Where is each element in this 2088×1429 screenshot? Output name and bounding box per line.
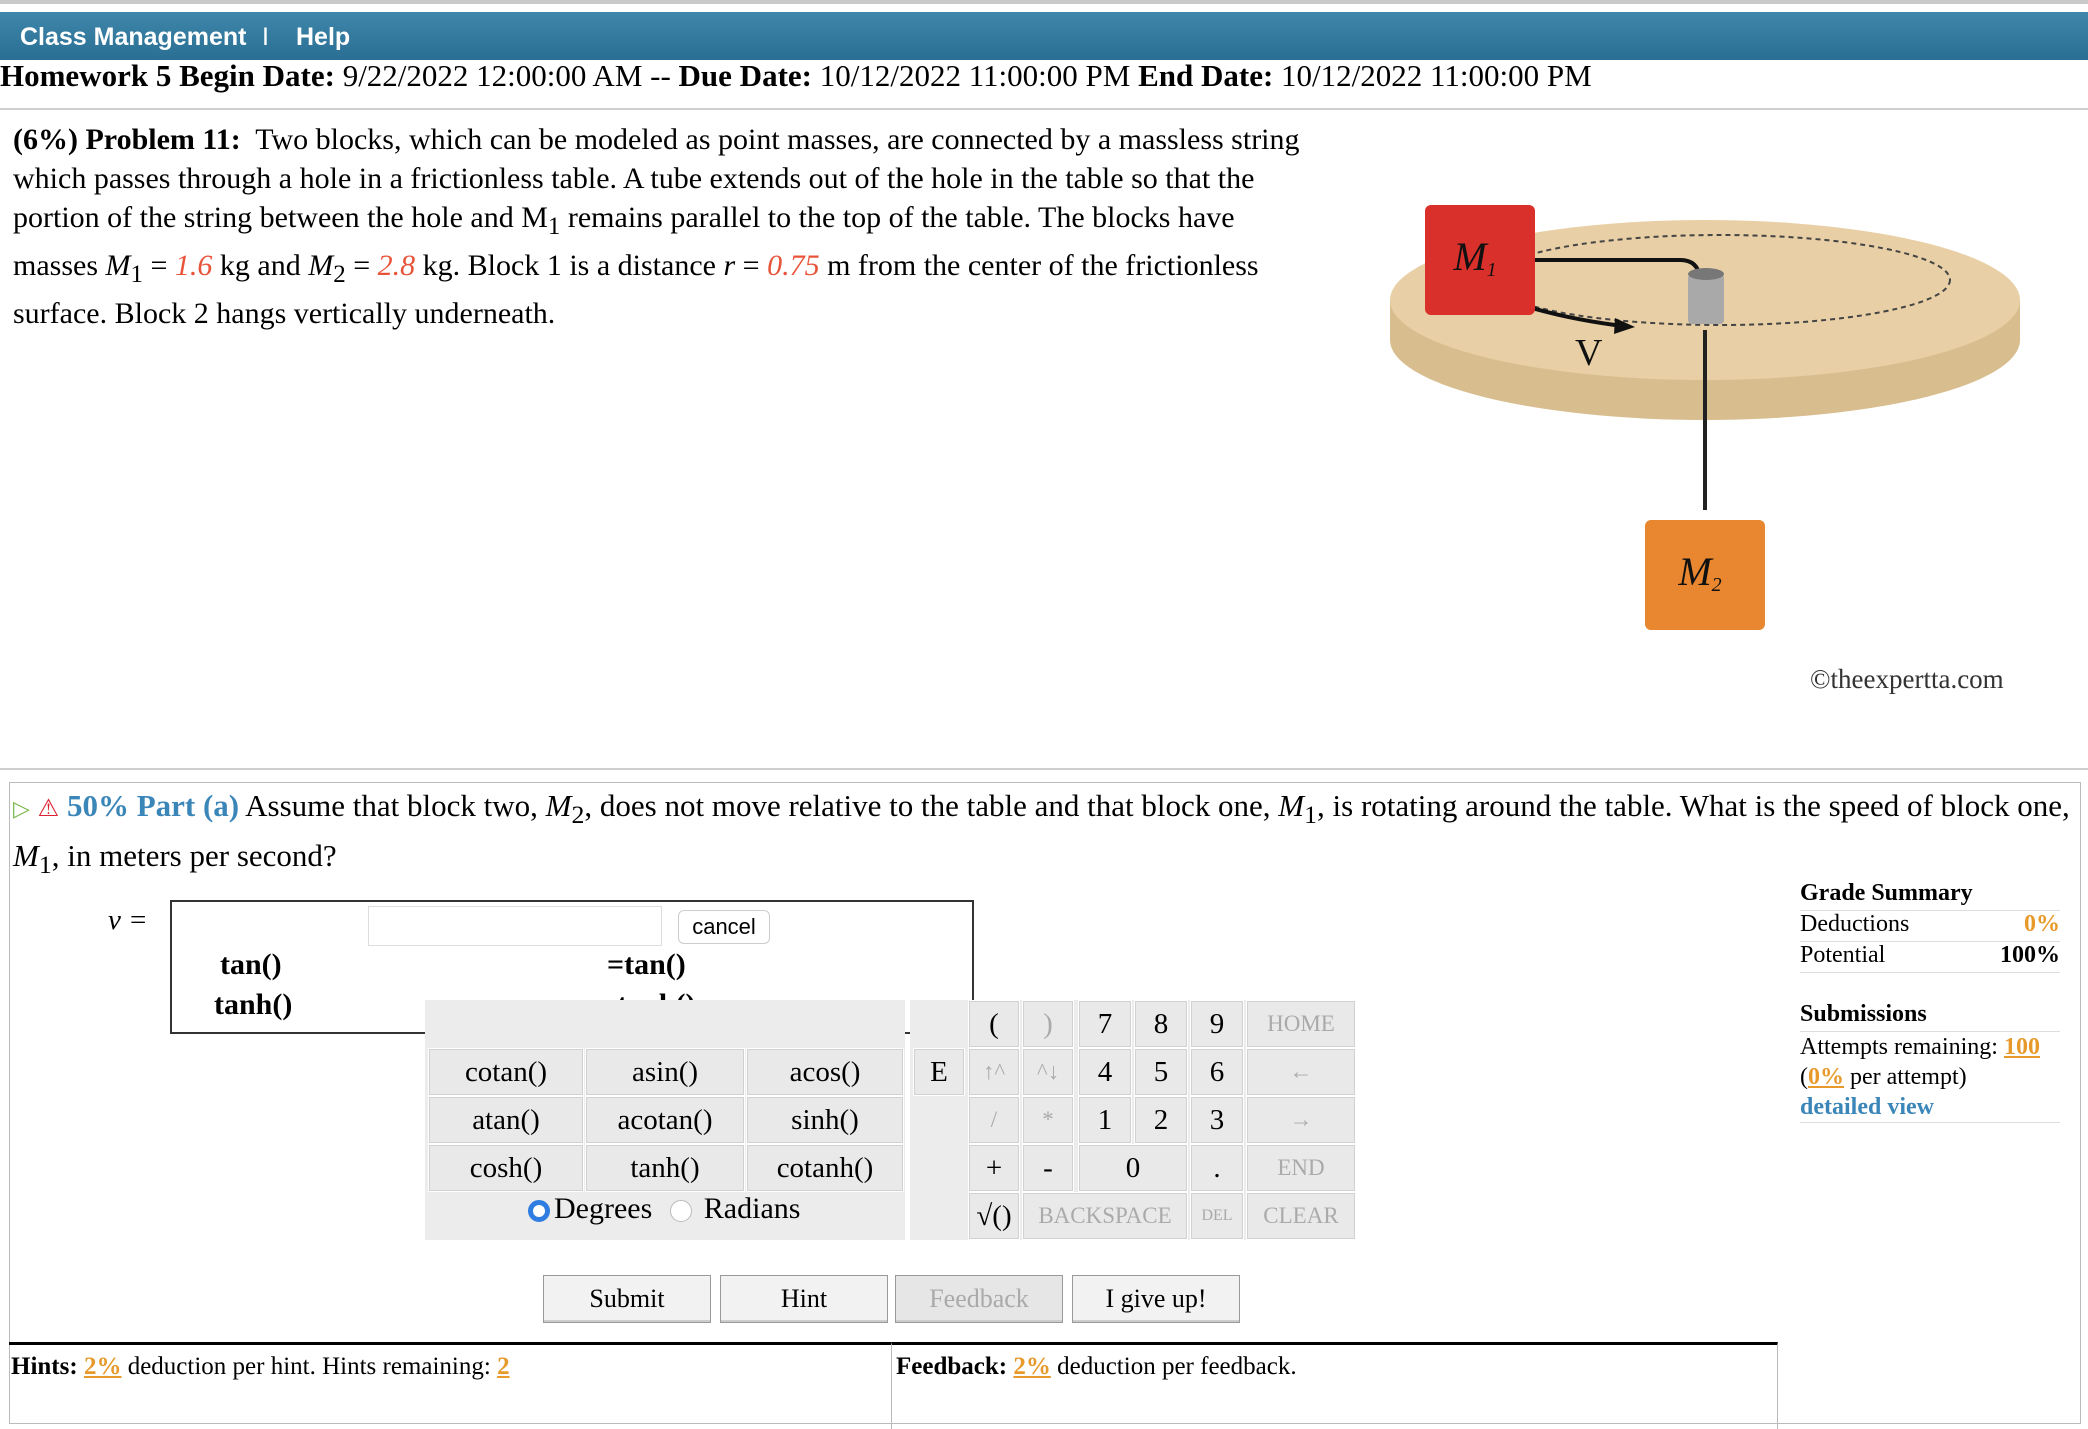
top-nav-bar: [0, 12, 2088, 60]
part-text-b: , does not move relative to the table and that block one,: [584, 788, 1279, 823]
attempts-label: Attempts remaining:: [1800, 1034, 2004, 1060]
grade-summary-title: Grade Summary: [1800, 880, 2060, 911]
asin-key[interactable]: asin(): [585, 1048, 745, 1096]
m2-figure-label: M: [1678, 549, 1712, 594]
problem-figure: [1380, 190, 2080, 710]
begin-date-label: Begin Date:: [179, 58, 335, 93]
m1-figure-label: M: [1453, 234, 1487, 279]
v-figure-label: V: [1575, 332, 1603, 374]
mass-symbol: M: [545, 788, 572, 823]
radians-radio[interactable]: [670, 1200, 692, 1222]
grade-summary: [1800, 880, 2060, 1123]
r-value: 0.75: [767, 249, 820, 282]
digit-8-key[interactable]: 8: [1134, 1000, 1188, 1048]
help-link[interactable]: Help: [296, 23, 351, 51]
atan-key[interactable]: atan(): [428, 1096, 584, 1144]
digit-9-key[interactable]: 9: [1190, 1000, 1244, 1048]
dropdown-item-tan-result[interactable]: =tan(): [607, 948, 686, 981]
header-divider: [0, 108, 2088, 110]
tube: [1688, 274, 1724, 324]
attempts-info: [1800, 1032, 2060, 1123]
mass-symbol: M: [1278, 788, 1305, 823]
part-text-d: , in meters per second?: [51, 838, 337, 874]
equals: =: [735, 249, 768, 282]
end-date-label: End Date:: [1138, 58, 1274, 93]
hints-deduction: 2%: [83, 1353, 122, 1380]
tanh-key[interactable]: tanh(): [585, 1144, 745, 1192]
problem-text-2: remains parallel to the top of the table. The blocks have masses: [13, 201, 1235, 282]
deductions-row: [1800, 911, 2060, 942]
problem-text-1: Two blocks, which can be modeled as point masses, are connected by a massless string which passes through a hole in a frictionless table. A tube extends out of the hole in the table so that the portion of the string between the hole and M: [13, 123, 1300, 234]
up-caret-key[interactable]: ↑^: [968, 1048, 1020, 1096]
angle-mode: [528, 1192, 800, 1226]
m1-value: 1.6: [174, 249, 213, 282]
give-up-button[interactable]: I give up!: [1072, 1275, 1240, 1323]
part-text-c: , is rotating around the table. What is the speed of block one,: [1317, 788, 2070, 823]
end-date-value: 10/12/2022 11:00:00 PM: [1281, 58, 1592, 93]
mass-symbol: M: [105, 249, 131, 282]
m1-figure-sub: 1: [1486, 259, 1497, 281]
potential-value: 100%: [2000, 942, 2060, 968]
function-search-field[interactable]: [368, 906, 662, 946]
degrees-label: Degrees: [554, 1192, 653, 1225]
attempts-value: 100: [2003, 1034, 2040, 1060]
per-attempt-text: per attempt): [1844, 1064, 1967, 1090]
due-date-value: 10/12/2022 11:00:00 PM: [819, 58, 1131, 93]
feedback-text: deduction per feedback.: [1050, 1353, 1297, 1380]
feedback-button[interactable]: Feedback: [895, 1275, 1063, 1323]
m2-value: 2.8: [377, 249, 416, 282]
subscript: 1: [1304, 800, 1318, 830]
due-date-label: Due Date:: [678, 58, 812, 93]
top-border: [0, 0, 2088, 4]
cosh-key[interactable]: cosh(): [428, 1144, 584, 1192]
mass-symbol: M: [308, 249, 334, 282]
mass-symbol: M: [13, 838, 39, 874]
digit-0-key[interactable]: 0: [1078, 1144, 1188, 1192]
problem-text-4: m from the center of the frictionless surface. Block 2 hangs vertically underneath.: [13, 249, 1259, 330]
m2-figure-sub: 2: [1711, 574, 1722, 596]
degrees-radio[interactable]: [528, 1200, 550, 1222]
close-paren-key[interactable]: ): [1022, 1000, 1074, 1048]
feedback-panel: [891, 1342, 1778, 1429]
plus-key[interactable]: +: [968, 1144, 1020, 1192]
submissions-title: Submissions: [1800, 1001, 2060, 1032]
end-key[interactable]: END: [1246, 1144, 1356, 1192]
divide-key[interactable]: /: [968, 1096, 1020, 1144]
expand-triangle-icon[interactable]: ▷: [13, 796, 30, 821]
acos-key[interactable]: acos(): [746, 1048, 904, 1096]
deductions-value: 0%: [2024, 911, 2060, 937]
problem-statement: [13, 120, 1303, 333]
per-attempt-pct: 0%: [1808, 1064, 1844, 1090]
subscript: 2: [571, 800, 585, 830]
part-text-a: Assume that block two,: [239, 788, 546, 823]
home-key[interactable]: HOME: [1246, 1000, 1356, 1048]
digit-5-key[interactable]: 5: [1134, 1048, 1188, 1096]
problem-text-3: kg. Block 1 is a distance: [415, 249, 724, 282]
subscript: 2: [333, 261, 346, 288]
right-arrow-key[interactable]: →: [1246, 1096, 1356, 1144]
part-label: Part (a): [136, 788, 240, 823]
begin-date-value: 9/22/2022 12:00:00 AM: [342, 58, 643, 93]
equals: =: [143, 249, 175, 282]
problem-percent: (6%): [13, 123, 78, 156]
potential-label: Potential: [1800, 942, 1886, 968]
digit-2-key[interactable]: 2: [1134, 1096, 1188, 1144]
date-dash: --: [650, 58, 671, 93]
problem-title: Problem 11:: [85, 123, 241, 156]
deductions-label: Deductions: [1800, 911, 1910, 937]
sinh-key[interactable]: sinh(): [746, 1096, 904, 1144]
nav-separator: I: [262, 23, 269, 51]
open-paren-key[interactable]: (: [968, 1000, 1020, 1048]
sqrt-key[interactable]: √(): [968, 1192, 1020, 1240]
digit-1-key[interactable]: 1: [1078, 1096, 1132, 1144]
del-key[interactable]: DEL: [1190, 1192, 1244, 1240]
dropdown-item-tanh[interactable]: tanh(): [214, 988, 293, 1021]
class-management-link[interactable]: Class Management: [20, 23, 247, 51]
subscript: 1: [547, 213, 561, 240]
down-caret-key[interactable]: ^↓: [1022, 1048, 1074, 1096]
answer-variable-label: v =: [108, 904, 148, 936]
problem-divider: [0, 768, 2088, 770]
cotanh-key[interactable]: cotanh(): [746, 1144, 904, 1192]
tube-top: [1688, 268, 1724, 280]
hint-button[interactable]: Hint: [720, 1275, 888, 1323]
minus-key[interactable]: -: [1022, 1144, 1074, 1192]
radians-label: Radians: [703, 1192, 801, 1225]
submit-button[interactable]: Submit: [543, 1275, 711, 1323]
hints-text: deduction per hint. Hints remaining:: [121, 1353, 498, 1380]
feedback-label: Feedback:: [896, 1353, 1008, 1380]
decimal-key[interactable]: .: [1190, 1144, 1244, 1192]
digit-6-key[interactable]: 6: [1190, 1048, 1244, 1096]
hints-remaining: 2: [497, 1353, 510, 1380]
r-symbol: r: [723, 249, 736, 282]
copyright: ©theexpertta.com: [1810, 664, 2004, 694]
part-a-question: [13, 785, 2073, 885]
digit-7-key[interactable]: 7: [1078, 1000, 1132, 1048]
equals: =: [345, 249, 378, 282]
homework-title: Homework 5: [0, 58, 172, 93]
kg-and: kg and: [212, 249, 309, 282]
cancel-button[interactable]: cancel: [678, 910, 770, 944]
warning-icon: ⚠: [37, 796, 60, 822]
dropdown-item-tan[interactable]: tan(): [220, 948, 282, 981]
e-key[interactable]: E: [913, 1048, 965, 1096]
potential-row: [1800, 942, 2060, 973]
cotan-key[interactable]: cotan(): [428, 1048, 584, 1096]
open-paren: (: [1800, 1064, 1808, 1090]
feedback-deduction: 2%: [1013, 1353, 1051, 1380]
left-arrow-key[interactable]: ←: [1246, 1048, 1356, 1096]
hints-panel: [9, 1342, 891, 1429]
hints-label: Hints:: [11, 1353, 78, 1380]
detailed-view-link[interactable]: detailed view: [1800, 1094, 1934, 1120]
multiply-key[interactable]: *: [1022, 1096, 1074, 1144]
acotan-key[interactable]: acotan(): [585, 1096, 745, 1144]
subscript: 1: [130, 261, 143, 288]
subscript: 1: [38, 850, 52, 880]
backspace-key[interactable]: BACKSPACE: [1022, 1192, 1188, 1240]
assignment-dates: [0, 58, 1592, 94]
digit-3-key[interactable]: 3: [1190, 1096, 1244, 1144]
clear-key[interactable]: CLEAR: [1246, 1192, 1356, 1240]
part-percent: 50%: [66, 788, 129, 823]
digit-4-key[interactable]: 4: [1078, 1048, 1132, 1096]
